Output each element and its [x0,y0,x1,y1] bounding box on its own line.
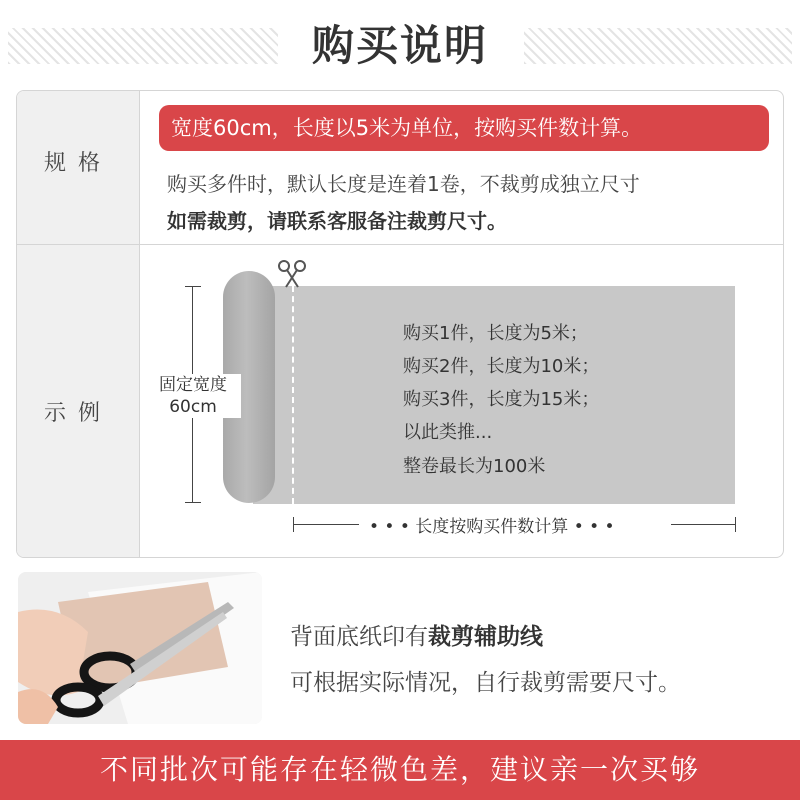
bottom-banner: 不同批次可能存在轻微色差，建议亲一次买够 [0,740,800,800]
example-label: 示例 [43,401,112,426]
spec-label: 规格 [43,151,112,176]
spec-note-2: 如需裁剪，请联系客服备注裁剪尺寸。 [167,209,507,233]
header-hatch-right [524,28,792,64]
guide-line-1-bold: 裁剪辅助线 [428,624,543,650]
length-line-left [293,524,359,525]
example-line-3: 购买3件，长度为15米； [403,389,600,410]
length-cap-left [293,517,294,532]
length-note: • • • 长度按购买件数计算 • • • [369,517,615,537]
guide-line-1 [290,618,543,651]
header-hatch-left [8,28,278,64]
length-cap-right [735,517,736,532]
guide-line-1-prefix: 背面底纸印有 [290,624,428,650]
guide-line-2: 可根据实际情况，自行裁剪需要尺寸。 [290,670,681,696]
page-title: 购买说明 [311,21,488,70]
width-label [145,374,241,418]
length-line-right [671,524,735,525]
example-line-2: 购买2件，长度为10米； [403,356,600,377]
cut-line [292,286,294,504]
cutting-photo [18,572,262,724]
spec-highlight: 宽度60cm，长度以5米为单位，按购买件数计算。 [159,105,769,151]
width-label-line-1: 固定宽度 [159,375,227,395]
width-label-line-2: 60cm [169,397,217,417]
example-line-5: 整卷最长为100米 [403,456,546,477]
cutting-photo-illustration [18,572,262,724]
spec-note-1: 购买多件时，默认长度是连着1卷，不裁剪成独立尺寸 [167,172,640,196]
spec-table [16,90,784,558]
example-line-1: 购买1件，长度为5米； [403,323,588,344]
example-line-4: 以此类推... [403,422,493,443]
scissors-icon [275,257,309,291]
width-cap-top [185,286,201,287]
width-cap-bottom [185,502,201,503]
row-divider [17,244,783,245]
header [0,0,800,90]
